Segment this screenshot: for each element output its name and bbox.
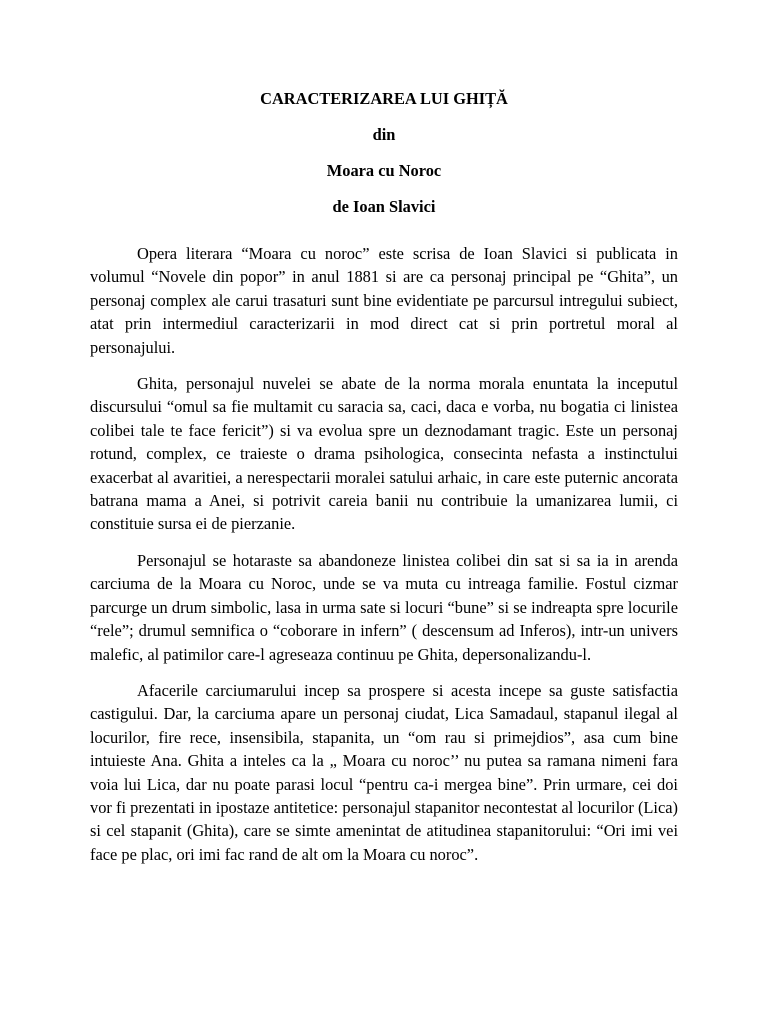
document-body xyxy=(90,242,678,879)
paragraph-1: Opera literara “Moara cu noroc” este scrisa de Ioan Slavici si publicata in volumul “Novele din popor” in anul 1881 si are ca personaj principal pe “Ghita”, un personaj complex ale carui trasaturi sunt bine evidentiate pe parcursul intregului subiect, atat prin intermediul caracterizarii in mod direct cat si prin portretul moral al personajului. xyxy=(90,244,678,357)
work-title: Moara cu Noroc xyxy=(326,161,442,180)
document-title: CARACTERIZAREA LUI GHIȚĂ xyxy=(260,89,508,108)
document-title-block xyxy=(0,89,768,217)
paragraph-4: Afacerile carciumarului incep sa prospere si acesta incepe sa guste satisfactia castigului. Dar, la carciuma apare un personaj ciudat, Lica Samadaul, stapanul ilegal al locurilor, fire rece, insensibila, stapanita, un “om rau si primejdios”, asa cum bine intuieste Ana. Ghita a inteles ca la „ Moara cu noroc’’ nu putea sa ramana nimeni fara voia lui Lica, dar nu poate parasi locul “pentru ca-i mergea bine”. Prin urmare, cei doi vor fi prezentati in ipostaze antitetice: personajul stapanitor necontestat al locurilor (Lica) si cel stapanit (Ghita), care se simte amenintat de atitudinea stapanitorului: “Ori imi vei face pe plac, ori imi fac rand de alt om la Moara cu noroc”. xyxy=(90,680,678,864)
author-line: de Ioan Slavici xyxy=(332,197,436,216)
document-title-connector: din xyxy=(372,125,396,144)
paragraph-2: Ghita, personajul nuvelei se abate de la norma morala enuntata la inceputul discursului “omul sa fie multamit cu saracia sa, caci, daca e vorba, nu bogatia ci linistea colibei tale te face fericit”) si va evolua spre un deznodamant tragic. Este un personaj rotund, complex, ce traieste o drama psihologica, consecinta nefasta a instinctului exacerbat al avaritiei, a nerespectarii moralei satului arhaic, in care este puternic ancorata batrana mama a Anei, si potrivit careia banii nu contribuie la umanizarea lumii, ci constituie sursa ei de pierzanie. xyxy=(90,374,678,534)
paragraph-3: Personajul se hotaraste sa abandoneze linistea colibei din sat si sa ia in arenda carciuma de la Moara cu Noroc, unde se va muta cu intreaga familie. Fostul cizmar parcurge un drum simbolic, lasa in urma sate si locuri “bune” si se indreapta spre locurile “rele”; drumul semnifica o “coborare in infern” ( descensum ad Inferos), intr-un univers malefic, al patimilor care-l agreseaza continuu pe Ghita, depersonalizandu-l. xyxy=(90,550,678,664)
